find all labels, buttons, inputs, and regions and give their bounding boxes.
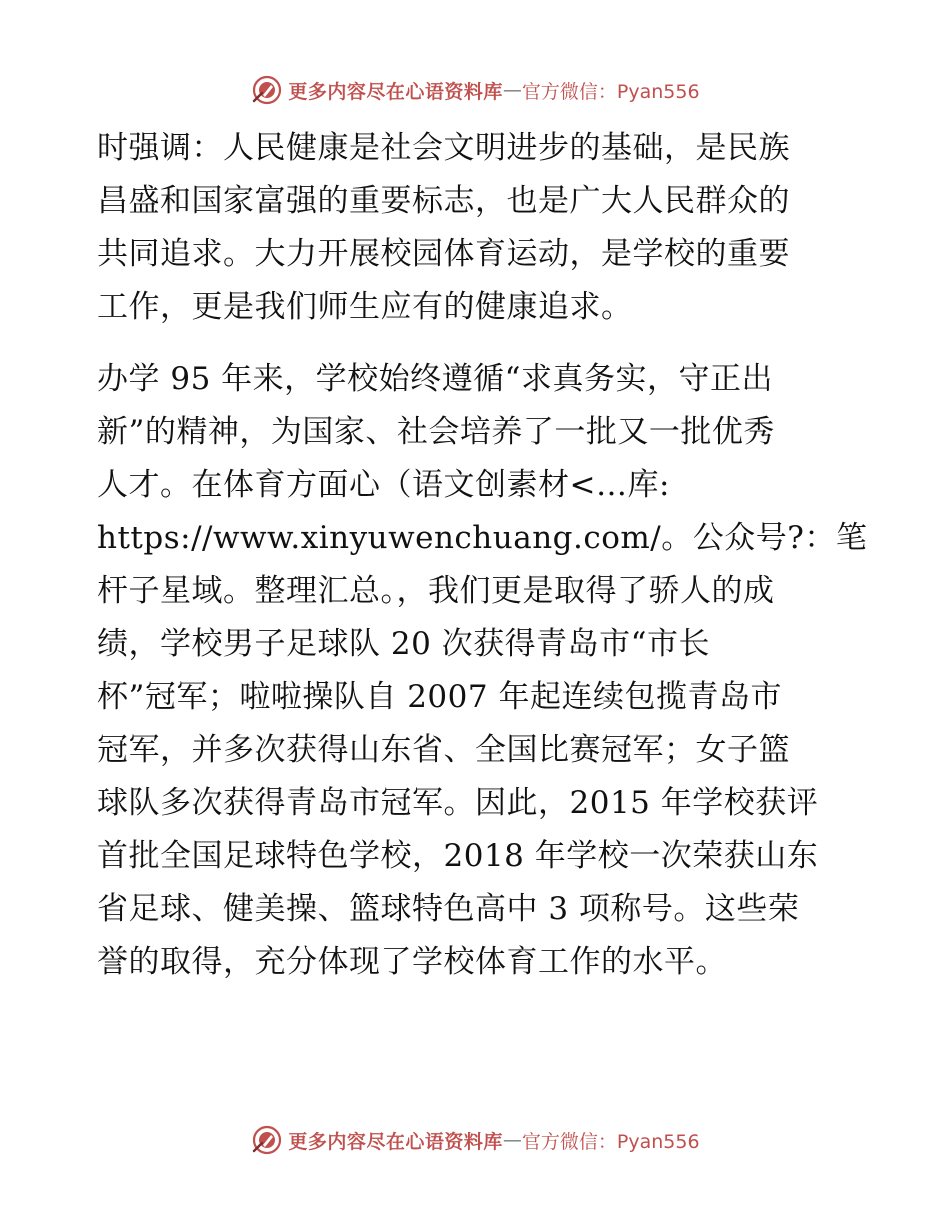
text-line: 人才。在体育方面心（语文创素材<…库: bbox=[97, 467, 670, 503]
footer-banner bbox=[0, 1120, 950, 1160]
text-line: 杯”冠军；啦啦操队自 2007 年起连续包揽青岛市 bbox=[97, 679, 782, 715]
text-line: 办学 95 年来，学校始终遵循“求真务实，守正出 bbox=[97, 361, 774, 397]
text-line: 绩，学校男子足球队 20 次获得青岛市“市长 bbox=[97, 626, 711, 662]
text-line: 时强调：人民健康是社会文明进步的基础，是民族 bbox=[97, 130, 790, 166]
text-line: 冠军，并多次获得山东省、全国比赛冠军；女子篮 bbox=[97, 732, 790, 768]
paragraph-1 bbox=[97, 122, 857, 334]
text-line: 省足球、健美操、篮球特色高中 3 项称号。这些荣 bbox=[97, 891, 800, 927]
text-line: https://www.xinyuwenchuang.com/。公众号?：笔 bbox=[97, 520, 868, 556]
text-line: 新”的精神，为国家、社会培养了一批又一批优秀 bbox=[97, 414, 775, 450]
text-line: 首批全国足球特色学校，2018 年学校一次荣获山东 bbox=[97, 838, 819, 874]
footer-contact-text: 官方微信：Pyan556 bbox=[521, 1130, 700, 1153]
text-line: 誉的取得，充分体现了学校体育工作的水平。 bbox=[97, 944, 727, 980]
footer-dash: — bbox=[502, 1129, 522, 1151]
header-banner bbox=[0, 70, 950, 110]
document-body bbox=[97, 122, 868, 989]
header-dash: — bbox=[502, 79, 522, 101]
text-line: 工作，更是我们师生应有的健康追求。 bbox=[97, 289, 633, 325]
header-brand-text: 更多内容尽在心语资料库 bbox=[288, 80, 503, 103]
header-contact-text: 官方微信：Pyan556 bbox=[521, 80, 700, 103]
paragraph-2 bbox=[97, 353, 868, 989]
footer-brand-text: 更多内容尽在心语资料库 bbox=[288, 1130, 503, 1153]
text-line: 昌盛和国家富强的重要标志，也是广大人民群众的 bbox=[97, 183, 790, 219]
text-line: 球队多次获得青岛市冠军。因此，2015 年学校获评 bbox=[97, 785, 819, 821]
text-line: 杆子星域。整理汇总。，我们更是取得了骄人的成 bbox=[97, 573, 775, 609]
pen-nib-circle-icon bbox=[250, 1123, 284, 1157]
text-line: 共同追求。大力开展校园体育运动，是学校的重要 bbox=[97, 236, 790, 272]
pen-nib-circle-icon bbox=[250, 73, 284, 107]
